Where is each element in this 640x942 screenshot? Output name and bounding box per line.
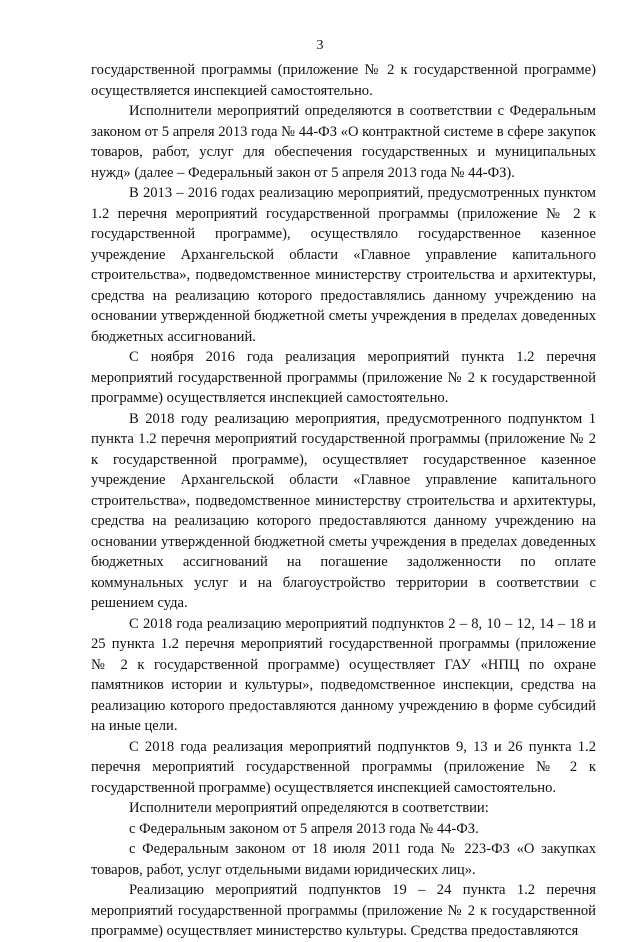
paragraph: государственной программы (приложение № 2 к государственной программе) осуществляется инспекцией самостоятельно. <box>91 62 596 99</box>
paragraph: С 2018 года реализацию мероприятий подпунктов 2 – 8, 10 – 12, 14 – 18 и 25 пункта 1.2 перечня мероприятий государственной программы (приложение № 2 к государственной программе) осуществляет ГАУ «НПЦ по охране памятников истории и культуры», подведомственное инспекции, средства на реализацию которого предоставляются данному учреждению в форме субсидий на иные цели. <box>91 615 596 734</box>
paragraph: с Федеральным законом от 5 апреля 2013 года № 44-ФЗ. <box>129 820 479 837</box>
paragraph: С ноября 2016 года реализация мероприятий пункта 1.2 перечня мероприятий государственной программы (приложение № 2 к государственной программе) осуществляется инспекцией самостоятельно. <box>91 349 596 406</box>
paragraph: Исполнители мероприятий определяются в соответствии с Федеральным законом от 5 апреля 2013 года № 44-ФЗ «О контрактной системе в сфере закупок товаров, работ, услуг для обеспечения государственных и муниципальных нужд» (далее – Федеральный закон от 5 апреля 2013 года № 44-ФЗ). <box>91 103 596 181</box>
paragraph: с Федеральным законом от 18 июля 2011 года № 223-ФЗ «О закупках товаров, работ, услуг отдельными видами юридических лиц». <box>91 841 596 878</box>
document-body <box>91 60 596 942</box>
paragraph: В 2013 – 2016 годах реализацию мероприятий, предусмотренных пунктом 1.2 перечня мероприятий государственной программы (приложение № 2 к государственной программе), осуществляло государственное казенное учреждение Архангельской области «Главное управление капитального строительства», подведомственное министерству строительства и архитектуры, средства на реализацию которого предоставлялись данному учреждению на основании утвержденной бюджетной сметы учреждения в пределах доведенных бюджетных ассигнований. <box>91 185 596 345</box>
paragraph: Исполнители мероприятий определяются в соответствии: <box>129 800 489 816</box>
paragraph: С 2018 года реализация мероприятий подпунктов 9, 13 и 26 пункта 1.2 перечня мероприятий государственной программы (приложение № 2 к государственной программе) осуществляется инспекцией самостоятельно. <box>91 738 596 796</box>
page-number: 3 <box>316 38 324 53</box>
paragraph: Реализацию мероприятий подпунктов 19 – 24 пункта 1.2 перечня мероприятий государственной программы (приложение № 2 к государственной программе) осуществляет министерство культуры. Средства предоставляются <box>91 882 596 939</box>
paragraph: В 2018 году реализацию мероприятия, предусмотренного подпунктом 1 пункта 1.2 перечня мероприятий государственной программы (приложение № 2 к государственной программе), осуществляет государственное казенное учреждение Архангельской области «Главное управление капитального строительства», подведомственное министерству строительства и архитектуры, средства на реализацию которого предоставляются данному учреждению на основании утвержденной бюджетной сметы учреждения в пределах доведенных бюджетных ассигнований на погашение задолженности по оплате коммунальных услуг и на благоустройство территории в соответствии с решением суда. <box>91 410 596 611</box>
